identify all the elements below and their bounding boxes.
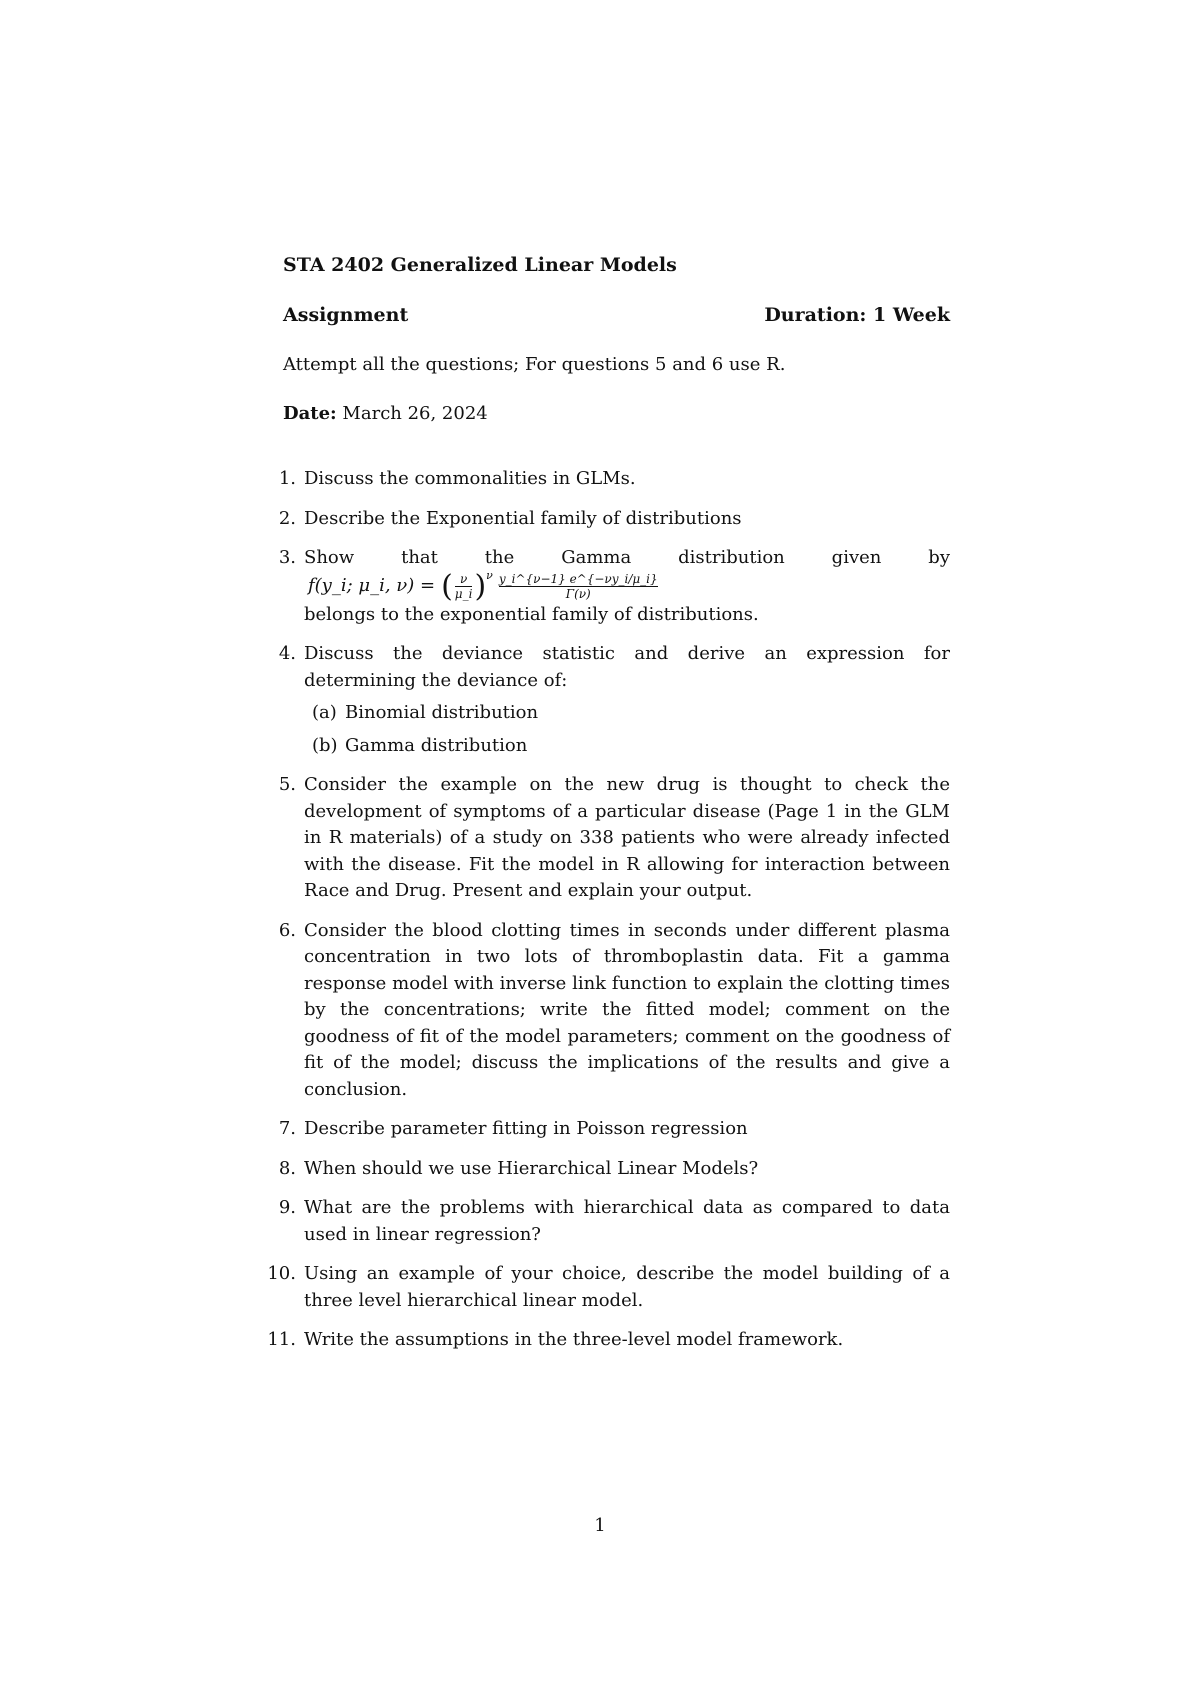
formula-open-paren: ( xyxy=(441,568,453,604)
question-item xyxy=(268,1261,950,1314)
question-item xyxy=(268,1156,950,1183)
question-number: 9. xyxy=(278,1197,296,1218)
question-number: 7. xyxy=(278,1118,296,1139)
question-number: 6. xyxy=(278,919,296,941)
formula-paren-numerator: ν xyxy=(459,572,468,586)
formula-denominator: Γ(ν) xyxy=(565,587,591,601)
question-number: 4. xyxy=(278,643,296,664)
question-list xyxy=(268,466,950,1367)
question-text: Discuss the commonalities in GLMs. xyxy=(304,468,636,489)
gamma-density-formula xyxy=(308,568,660,604)
formula-exponent: ν xyxy=(486,569,493,583)
duration-label: Duration: 1 Week xyxy=(764,304,950,326)
date-label: Date: xyxy=(283,403,337,424)
question-text: Consider the blood clotting times in seconds under different plasma concentration in two lots of thromboplastin data. Fit a gamma response model with inverse link function to explain the clotting times by the concentrations; write the fitted model; comment on the goodness of fit of the model parameters; comment on the goodness of fit of the model; discuss the implications of the results and give a conclusion. xyxy=(304,919,950,1100)
question-item xyxy=(268,641,950,759)
formula-numerator: y_i^{ν−1} e^{−νy_i/μ_i} xyxy=(498,572,658,586)
assignment-label: Assignment xyxy=(283,304,409,326)
formula-lhs: f(y_i; μ_i, ν) = xyxy=(308,575,436,597)
question-text: Show that the Gamma distribution given by xyxy=(304,547,950,568)
question-text: Using an example of your choice, describe the model building of a three level hierarchical linear model. xyxy=(304,1263,950,1311)
question-text-continuation: belongs to the exponential family of distributions. xyxy=(304,603,759,625)
question-text: What are the problems with hierarchical data as compared to data used in linear regression? xyxy=(304,1197,950,1245)
question-text: Describe parameter fitting in Poisson regression xyxy=(304,1118,748,1139)
formula-paren-fraction xyxy=(455,573,473,600)
question-item xyxy=(268,506,950,533)
formula-close-paren: ) xyxy=(474,568,487,604)
subquestion-text: Gamma distribution xyxy=(345,734,528,756)
question-item xyxy=(268,545,950,628)
question-text: Write the assumptions in the three-level model framework. xyxy=(304,1329,844,1350)
question-number: 10. xyxy=(267,1263,296,1284)
formula-main-fraction xyxy=(499,573,658,600)
date-value: March 26, 2024 xyxy=(342,403,488,424)
question-number: 11. xyxy=(267,1329,296,1350)
question-number: 5. xyxy=(278,774,296,795)
subquestion-label: (b) xyxy=(312,734,338,756)
subquestion-label: (a) xyxy=(312,702,337,723)
subquestion-text: Binomial distribution xyxy=(345,702,539,723)
formula-paren-denominator: μ_i xyxy=(454,587,473,601)
page-number: 1 xyxy=(594,1515,606,1536)
question-text: Discuss the deviance statistic and derive an expression for determining the deviance of: xyxy=(304,643,950,691)
assignment-header-row xyxy=(283,304,950,326)
subquestion-item xyxy=(304,700,950,727)
question-text: When should we use Hierarchical Linear Models? xyxy=(304,1157,759,1179)
question-item xyxy=(268,772,950,905)
subquestion-list xyxy=(304,700,950,759)
question-item xyxy=(268,1116,950,1143)
question-number: 2. xyxy=(278,507,296,529)
question-number: 8. xyxy=(278,1157,296,1179)
instructions: Attempt all the questions; For questions 5 and 6 use R. xyxy=(283,354,786,375)
question-item xyxy=(268,466,950,493)
question-text: Describe the Exponential family of distributions xyxy=(304,507,742,529)
date-line xyxy=(283,403,488,424)
question-number: 1. xyxy=(278,468,296,489)
question-number: 3. xyxy=(278,547,296,568)
subquestion-item xyxy=(304,733,950,760)
question-item xyxy=(268,1195,950,1248)
question-item xyxy=(268,1327,950,1354)
course-title: STA 2402 Generalized Linear Models xyxy=(283,254,677,276)
question-text: Consider the example on the new drug is thought to check the development of symptoms of a particular disease (Page 1 in the GLM in R materials) of a study on 338 patients who were already infected with the disease. Fit the model in R allowing for interaction between Race and Drug. Present and explain your output. xyxy=(304,774,950,901)
question-item xyxy=(268,918,950,1104)
